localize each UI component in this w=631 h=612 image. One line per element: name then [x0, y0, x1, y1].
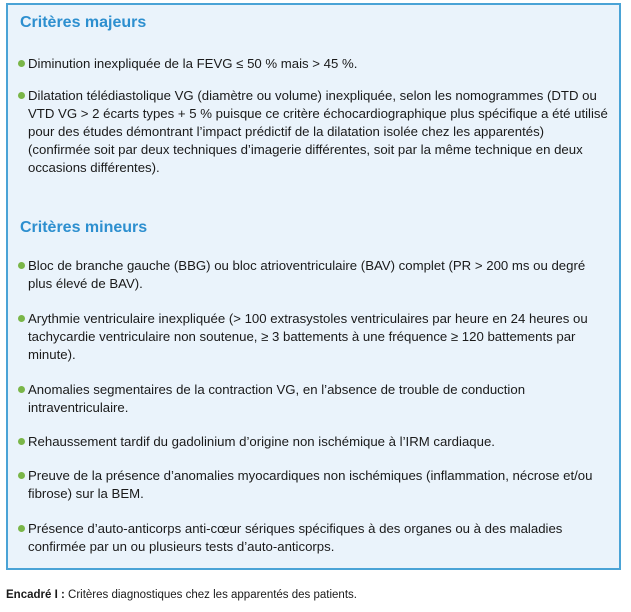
bullet-icon: [18, 525, 25, 532]
bullet-icon: [18, 262, 25, 269]
item-text: Rehaussement tardif du gadolinium d’origine non ischémique à l’IRM cardiaque.: [28, 434, 495, 449]
section-title-mineurs: Critères mineurs: [20, 219, 148, 236]
item-text: Diminution inexpliquée de la FEVG ≤ 50 % mais > 45 %.: [28, 56, 358, 71]
criteria-box: [6, 3, 621, 570]
list-item: [18, 257, 608, 293]
list-item: [18, 381, 608, 417]
list-item: [18, 433, 608, 451]
section-title-majeurs: Critères majeurs: [20, 14, 147, 31]
list-item: [18, 467, 608, 503]
item-text: Présence d’auto-anticorps anti-cœur sériques spécifiques à des organes ou à des maladies confirmée par un ou plusieurs tests d’auto-anticorps.: [28, 521, 563, 554]
item-text: Bloc de branche gauche (BBG) ou bloc atrioventriculaire (BAV) complet (PR > 200 ms ou degré plus élevé de BAV).: [28, 258, 586, 291]
item-text: Preuve de la présence d’anomalies myocardiques non ischémiques (inflammation, nécrose et/ou fibrose) sur la BEM.: [28, 468, 593, 501]
list-item: [18, 55, 608, 73]
bullet-icon: [18, 60, 25, 67]
bullet-icon: [18, 438, 25, 445]
bullet-icon: [18, 315, 25, 322]
list-item: [18, 310, 608, 364]
bullet-icon: [18, 386, 25, 393]
item-text: Arythmie ventriculaire inexpliquée (> 100 extrasystoles ventriculaires par heure en 24 heures ou tachycardie ventriculaire non soutenue, ≥ 3 battements à une fréquence ≥ 120 battements par minute).: [28, 311, 588, 362]
list-item: [18, 87, 608, 177]
bullet-icon: [18, 92, 25, 99]
figure-caption: [6, 589, 357, 601]
item-text: Anomalies segmentaires de la contraction VG, en l’absence de trouble de conduction intraventriculaire.: [28, 382, 526, 415]
bullet-icon: [18, 472, 25, 479]
item-text: Dilatation télédiastolique VG (diamètre ou volume) inexpliquée, selon les nomogrammes (DTD ou VTD VG > 2 écarts types + 5 % puisque ce critère échocardiographique plus spécifique a été utilisé pour des études démontrant l’impact prédictif de la dilatation isolée chez les apparentés) (confirmée soit par deux techniques d’imagerie différentes, soit par la même technique en deux occasions différentes).: [28, 88, 608, 175]
caption-label: Encadré I :: [6, 589, 65, 601]
caption-text: Critères diagnostiques chez les apparentés des patients.: [68, 589, 357, 601]
list-item: [18, 520, 608, 556]
